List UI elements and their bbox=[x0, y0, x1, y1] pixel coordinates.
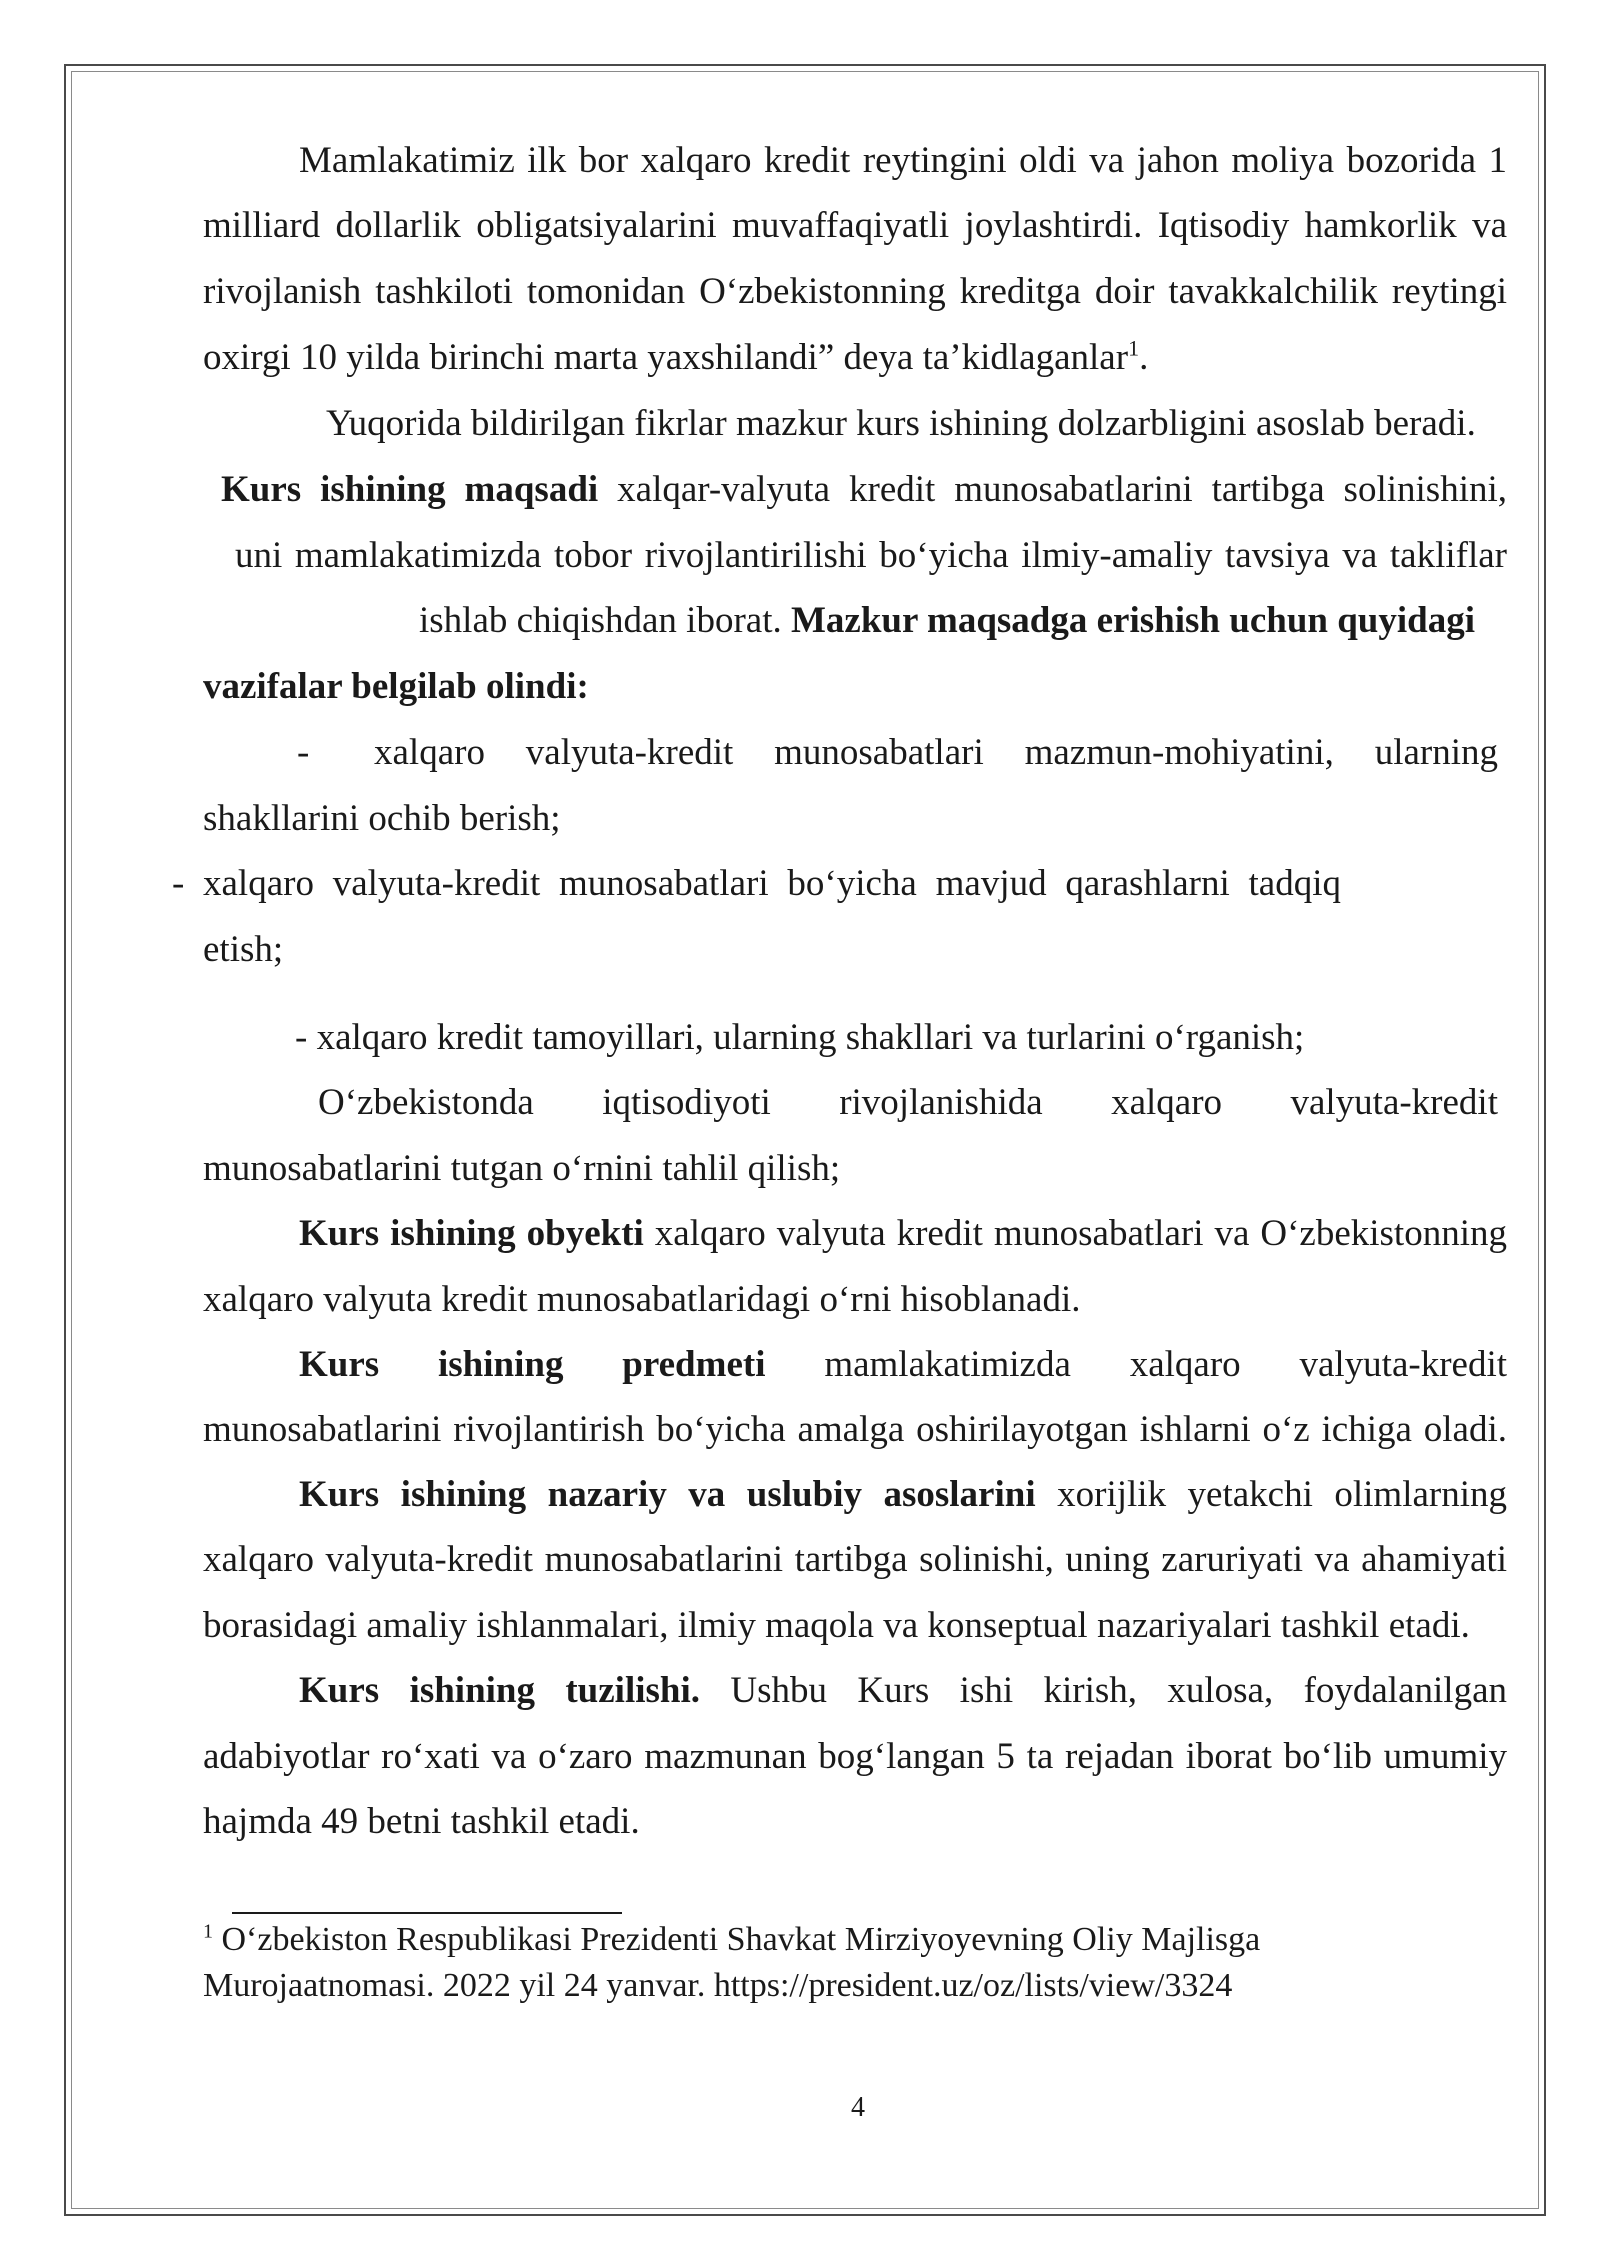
paragraph-text: oxirgi 10 yilda birinchi marta yaxshilandi” deya ta’kidlaganlar bbox=[203, 337, 1129, 378]
list-dash: - bbox=[297, 732, 310, 773]
page-number: 4 bbox=[851, 2092, 865, 2123]
list-item bbox=[318, 1081, 1498, 1125]
structure-label: Kurs ishining tuzilishi. bbox=[299, 1670, 701, 1711]
footnote-line: Murojaatnomasi. 2022 yil 24 yanvar. https://president.uz/oz/lists/view/3324 bbox=[203, 1967, 1233, 2004]
goal-label: Kurs ishining maqsadi bbox=[221, 469, 599, 510]
theory-text: xorijlik yetakchi olimlarning bbox=[1057, 1474, 1508, 1515]
list-item: - xalqaro kredit tamoyillari, ularning shakllari va turlarini o‘rganish; bbox=[295, 1017, 1305, 1058]
paragraph-line bbox=[203, 336, 1148, 380]
list-item: xalqaro valyuta-kredit munosabatlari mazmun-mohiyatini, ularning bbox=[374, 732, 1498, 773]
list-item: etish; bbox=[203, 929, 284, 970]
object-text: xalqaro valyuta kredit munosabatlari va O‘zbekistonning bbox=[654, 1213, 1507, 1254]
goal-line bbox=[221, 468, 1507, 512]
subject-line: munosabatlarini rivojlantirish bo‘yicha amalga oshirilayotgan ishlarni o‘z ichiga oladi. bbox=[203, 1409, 1507, 1450]
paragraph-text: . bbox=[1139, 337, 1149, 378]
tasks-heading: Mazkur maqsadga erishish uchun quyidagi bbox=[791, 600, 1476, 641]
page-border-inner bbox=[71, 71, 1539, 2209]
footnote-text: O‘zbekiston Respublikasi Prezidenti Shavkat Mirziyoyevning Oliy Majlisga bbox=[221, 1921, 1261, 1958]
subject-label: Kurs ishining predmeti bbox=[299, 1344, 766, 1385]
list-item: munosabatlarini tutgan o‘rnini tahlil qilish; bbox=[203, 1148, 841, 1189]
paragraph-line: milliard dollarlik obligatsiyalarini muvaffaqiyatli joylashtirdi. Iqtisodiy hamkorlik va bbox=[203, 205, 1507, 246]
paragraph-line: rivojlanish tashkiloti tomonidan O‘zbekistonning kreditga doir tavakkalchilik reytingi bbox=[203, 271, 1507, 312]
paragraph-line: Mamlakatimiz ilk bor xalqaro kredit reytingini oldi va jahon moliya bozorida 1 bbox=[299, 140, 1507, 181]
goal-text: ishlab chiqishdan iborat. bbox=[419, 600, 782, 641]
goal-line bbox=[419, 599, 1475, 643]
theory-line bbox=[299, 1473, 1507, 1517]
paragraph-line: Yuqorida bildirilgan fikrlar mazkur kurs ishining dolzarbligini asoslab beradi. bbox=[326, 403, 1476, 444]
theory-line: xalqaro valyuta-kredit munosabatlarini tartibga solinishi, uning zaruriyati va ahamiyati bbox=[203, 1539, 1507, 1580]
footnote-separator bbox=[232, 1912, 622, 1914]
list-item: shakllarini ochib berish; bbox=[203, 798, 561, 839]
list-item-row bbox=[318, 1081, 1498, 1125]
object-line bbox=[299, 1212, 1507, 1256]
goal-text: xalqar-valyuta kredit munosabatlarini tartibga solinishini, bbox=[617, 469, 1508, 510]
object-label: Kurs ishining obyekti bbox=[299, 1213, 644, 1254]
theory-line: borasidagi amaliy ishlanmalari, ilmiy maqola va konseptual nazariyalari tashkil etadi. bbox=[203, 1605, 1470, 1646]
footnote-reference: 1 bbox=[1128, 335, 1140, 361]
list-item-text: O‘zbekistonda iqtisodiyoti rivojlanishida xalqaro valyuta-kredit bbox=[318, 1082, 1498, 1123]
structure-text: Ushbu Kurs ishi kirish, xulosa, foydalanilgan bbox=[730, 1670, 1507, 1711]
subject-line bbox=[299, 1343, 1507, 1387]
structure-line bbox=[299, 1669, 1507, 1713]
goal-line: uni mamlakatimizda tobor rivojlantirilishi bo‘yicha ilmiy-amaliy tavsiya va takliflar bbox=[235, 535, 1507, 576]
footnote-number: 1 bbox=[203, 1920, 213, 1943]
structure-line: hajmda 49 betni tashkil etadi. bbox=[203, 1801, 640, 1842]
tasks-heading: vazifalar belgilab olindi: bbox=[203, 666, 589, 707]
structure-line: adabiyotlar ro‘xati va o‘zaro mazmunan bog‘langan 5 ta rejadan iborat bo‘lib umumiy bbox=[203, 1736, 1507, 1777]
theory-label: Kurs ishining nazariy va uslubiy asoslarini bbox=[299, 1474, 1036, 1515]
subject-text: mamlakatimizda xalqaro valyuta-kredit bbox=[824, 1344, 1508, 1385]
list-item: xalqaro valyuta-kredit munosabatlari bo‘yicha mavjud qarashlarni tadqiq bbox=[203, 863, 1341, 904]
list-dash: - bbox=[172, 863, 185, 904]
object-line: xalqaro valyuta kredit munosabatlaridagi o‘rni hisoblanadi. bbox=[203, 1279, 1081, 1320]
footnote-line bbox=[203, 1919, 1260, 1961]
